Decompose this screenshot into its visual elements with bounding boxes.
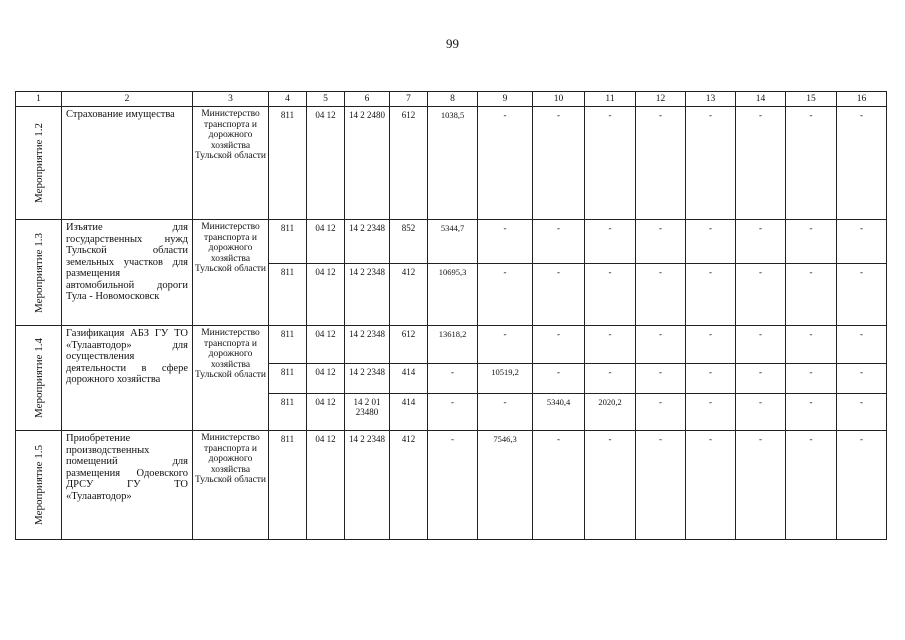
amount-cell: 5344,7 — [428, 220, 478, 264]
table-cell: 412 — [390, 264, 428, 326]
table-cell: 414 — [390, 394, 428, 431]
header-cell: 14 — [736, 92, 786, 107]
table-cell: - — [533, 107, 585, 220]
amount-cell: 13618,2 — [428, 326, 478, 364]
organization-cell: Министерство транспорта и дорожного хозяйства Тульской области — [193, 431, 269, 540]
table-cell: - — [786, 364, 837, 394]
header-cell: 3 — [193, 92, 269, 107]
activity-label: Мероприятие 1.5 — [16, 431, 62, 540]
table-cell: - — [478, 326, 533, 364]
table-cell: - — [533, 326, 585, 364]
header-cell: 15 — [786, 92, 837, 107]
activity-label: Мероприятие 1.4 — [16, 326, 62, 431]
table-cell: - — [837, 107, 887, 220]
table-cell: - — [786, 431, 837, 540]
header-cell: 13 — [686, 92, 736, 107]
table-cell: 04 12 — [307, 264, 345, 326]
table-cell: 811 — [269, 326, 307, 364]
table-cell: - — [786, 107, 837, 220]
table-cell: 414 — [390, 364, 428, 394]
table-cell: - — [533, 364, 585, 394]
table-cell: - — [585, 220, 636, 264]
budget-table — [15, 91, 887, 540]
page-number: 99 — [446, 36, 459, 51]
table-cell: - — [686, 220, 736, 264]
activity-label: Мероприятие 1.2 — [16, 107, 62, 220]
activity-title: Газификация АБЗ ГУ ТО «Тулаавтодор» для осуществления деятельности в сфере дорожного хозяйства — [62, 326, 193, 431]
header-cell: 1 — [16, 92, 62, 107]
table-cell: 14 2 01 23480 — [345, 394, 390, 431]
header-cell: 16 — [837, 92, 887, 107]
table-cell: 811 — [269, 107, 307, 220]
table-cell: - — [636, 326, 686, 364]
header-row — [16, 92, 887, 107]
amount-cell: 7546,3 — [478, 431, 533, 540]
table-cell: - — [585, 107, 636, 220]
header-cell: 2 — [62, 92, 193, 107]
table-cell: - — [786, 220, 837, 264]
table-cell: 04 12 — [307, 107, 345, 220]
table-cell: - — [837, 394, 887, 431]
table-cell: - — [585, 326, 636, 364]
table-cell: - — [736, 264, 786, 326]
table-cell: - — [585, 364, 636, 394]
table-cell: - — [585, 431, 636, 540]
table-cell: - — [533, 220, 585, 264]
table-cell: - — [837, 364, 887, 394]
table-cell: - — [837, 220, 887, 264]
amount-cell: 5340,4 — [533, 394, 585, 431]
table-cell: 811 — [269, 364, 307, 394]
table-cell: - — [686, 431, 736, 540]
table-cell: - — [686, 107, 736, 220]
table-cell: 04 12 — [307, 220, 345, 264]
activity-label: Мероприятие 1.3 — [16, 220, 62, 326]
table-cell: - — [686, 264, 736, 326]
table-cell: 04 12 — [307, 394, 345, 431]
header-cell: 6 — [345, 92, 390, 107]
amount-cell: 10695,3 — [428, 264, 478, 326]
table-cell: - — [837, 431, 887, 540]
table-cell: - — [636, 107, 686, 220]
table-cell: - — [478, 107, 533, 220]
table-cell: 612 — [390, 326, 428, 364]
table-cell: - — [478, 394, 533, 431]
table-cell: 14 2 2348 — [345, 431, 390, 540]
table-cell: - — [636, 364, 686, 394]
table-cell: - — [736, 394, 786, 431]
table-cell: 852 — [390, 220, 428, 264]
table-cell: - — [636, 220, 686, 264]
table-cell: - — [686, 394, 736, 431]
table-cell: 14 2 2348 — [345, 220, 390, 264]
amount-cell: 10519,2 — [478, 364, 533, 394]
table-row — [16, 431, 887, 540]
table-cell: - — [533, 431, 585, 540]
table-cell: - — [636, 394, 686, 431]
table-cell: 811 — [269, 220, 307, 264]
table-cell: 04 12 — [307, 364, 345, 394]
table-cell: - — [736, 326, 786, 364]
header-cell: 7 — [390, 92, 428, 107]
table-cell: - — [428, 394, 478, 431]
activity-title: Приобретение производственных помещений для размещения Одоевского ДРСУ ГУ ТО «Тулаавтодор» — [62, 431, 193, 540]
table-cell: 811 — [269, 431, 307, 540]
table-cell: 612 — [390, 107, 428, 220]
table-cell: 811 — [269, 264, 307, 326]
table-cell: - — [428, 431, 478, 540]
table-cell: 14 2 2480 — [345, 107, 390, 220]
header-cell: 11 — [585, 92, 636, 107]
header-cell: 4 — [269, 92, 307, 107]
table-cell: - — [786, 394, 837, 431]
table-cell: - — [837, 264, 887, 326]
header-cell: 12 — [636, 92, 686, 107]
table-cell: - — [736, 431, 786, 540]
table-cell: - — [736, 364, 786, 394]
table-cell: - — [636, 431, 686, 540]
table-cell: 412 — [390, 431, 428, 540]
table-cell: 04 12 — [307, 431, 345, 540]
table-cell: - — [837, 326, 887, 364]
table-cell: - — [478, 264, 533, 326]
table-cell: - — [686, 326, 736, 364]
table-cell: - — [786, 326, 837, 364]
header-cell: 10 — [533, 92, 585, 107]
table-cell: - — [786, 264, 837, 326]
header-cell: 8 — [428, 92, 478, 107]
table-cell: 04 12 — [307, 326, 345, 364]
table-row — [16, 326, 887, 364]
table-row — [16, 107, 887, 220]
activity-title: Изъятие для государственных нужд Тульской области земельных участков для размещения автомобильной дороги Тула - Новомосковск — [62, 220, 193, 326]
activity-title: Страхование имущества — [62, 107, 193, 220]
table-cell: 14 2 2348 — [345, 264, 390, 326]
table-cell: - — [478, 220, 533, 264]
header-cell: 5 — [307, 92, 345, 107]
table-cell: 14 2 2348 — [345, 326, 390, 364]
table-cell: - — [736, 107, 786, 220]
organization-cell: Министерство транспорта и дорожного хозяйства Тульской области — [193, 326, 269, 431]
header-cell: 9 — [478, 92, 533, 107]
table-cell: - — [736, 220, 786, 264]
table-row — [16, 220, 887, 264]
table-cell: 14 2 2348 — [345, 364, 390, 394]
organization-cell: Министерство транспорта и дорожного хозяйства Тульской области — [193, 220, 269, 326]
table-cell: - — [636, 264, 686, 326]
table-cell: - — [686, 364, 736, 394]
table-cell: - — [585, 264, 636, 326]
organization-cell: Министерство транспорта и дорожного хозяйства Тульской области — [193, 107, 269, 220]
table-cell: - — [533, 264, 585, 326]
table-cell: 811 — [269, 394, 307, 431]
amount-cell: 1038,5 — [428, 107, 478, 220]
table-cell: - — [428, 364, 478, 394]
amount-cell: 2020,2 — [585, 394, 636, 431]
